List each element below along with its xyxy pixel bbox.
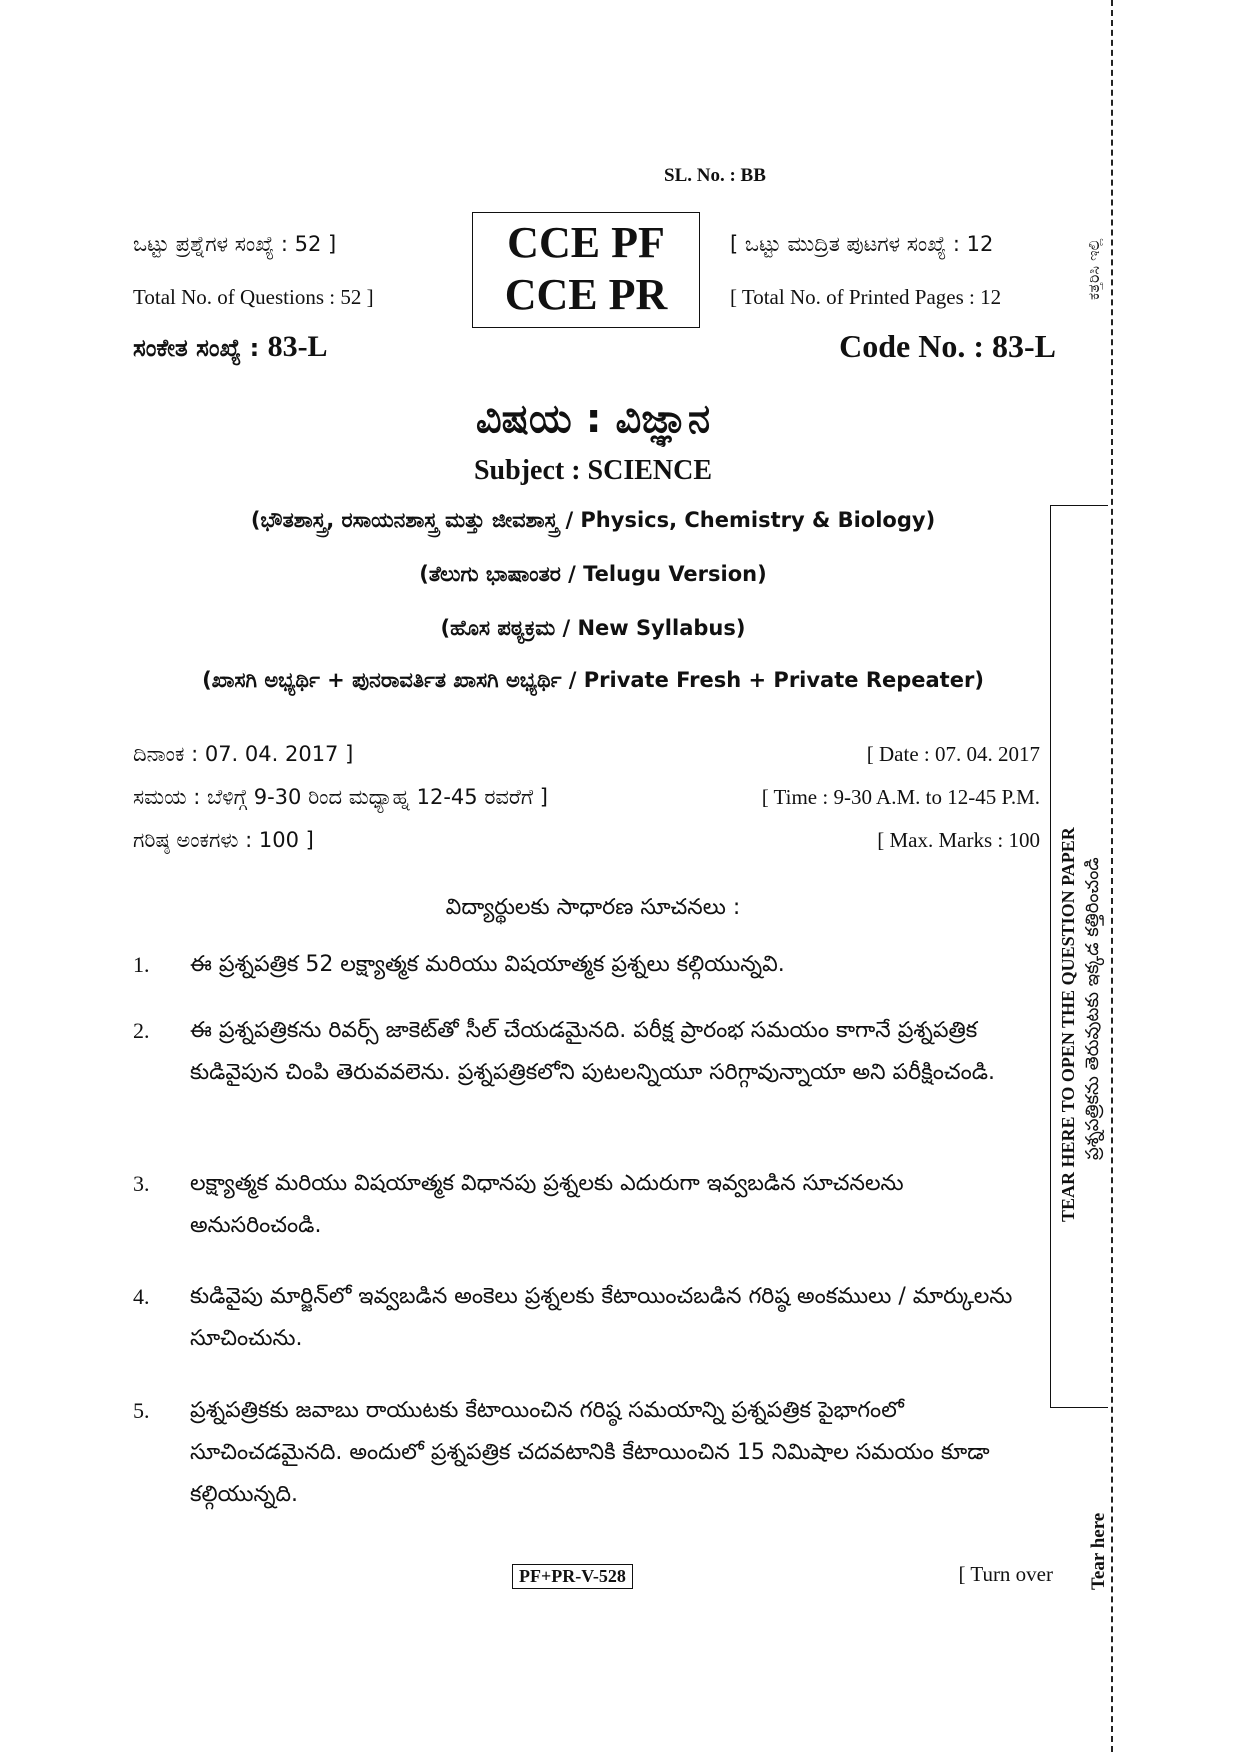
instruction-item xyxy=(133,1010,1038,1094)
instruction-number: 1. xyxy=(133,952,150,977)
max-marks-english: [ Max. Marks : 100 xyxy=(877,828,1040,852)
date-kannada: ದಿನಾಂಕ : 07. 04. 2017 ] xyxy=(133,742,354,766)
exam-type-line-1: CCE PF xyxy=(507,218,665,267)
tear-dashed-line xyxy=(1111,0,1113,1752)
tear-here-label: Tear here xyxy=(1088,1512,1109,1590)
code-number-kannada xyxy=(133,330,328,364)
instruction-item xyxy=(133,1163,1038,1247)
tear-here-instruction: TEAR HERE TO OPEN THE QUESTION PAPER xyxy=(1058,827,1078,1222)
code-number-kannada-value: 83-L xyxy=(267,330,328,363)
instruction-number: 5. xyxy=(133,1398,150,1423)
instruction-item xyxy=(133,1390,1038,1516)
time-kannada: ಸಮಯ : ಬೆಳಿಗ್ಗೆ 9-30 ರಿಂದ ಮಧ್ಯಾಹ್ನ 12-45 ರವರೆಗೆ ] xyxy=(133,785,548,809)
total-questions-kannada: ಒಟ್ಟು ಪ್ರಶ್ನೆಗಳ ಸಂಖ್ಯೆ : 52 ] xyxy=(133,232,337,256)
time-english: [ Time : 9-30 A.M. to 12-45 P.M. xyxy=(761,785,1040,809)
syllabus-line: (ಹೊಸ ಪಠ್ಯಕ್ರಮ / New Syllabus) xyxy=(440,616,746,640)
tear-here-instruction-telugu: ప్రశ్నపత్రికను తెరువుటకు ఇక్కడ కత్తిరించండి xyxy=(1082,857,1103,1160)
instructions-title: విద్యార్థులకు సాధారణ సూచనలు : xyxy=(445,895,741,920)
instruction-number: 3. xyxy=(133,1171,150,1196)
subject-branches: (ಭೌತಶಾಸ್ತ್ರ, ರಸಾಯನಶಾಸ್ತ್ರ ಮತ್ತು ಜೀವಶಾಸ್ತ್ರ / Physics, Chemistry & Biology) xyxy=(250,508,936,532)
instruction-text: కుడివైపు మార్జిన్‌లో ఇవ్వబడిన అంకెలు ప్రశ్నలకు కేటాయించబడిన గరిష్ఠ అంకములు / మార్కులను సూచించును. xyxy=(190,1284,1013,1351)
instruction-text: ఈ ప్రశ్నపత్రికను రివర్స్ జాకెట్‌తో సీల్ చేయడమైనది. పరీక్ష ప్రారంభ సమయం కాగానే ప్రశ్నపత్రిక కుడివైపున చింపి తెరువవలెను. ప్రశ్నపత్రికలోని పుటలన్నియూ సరిగ్గావున్నాయా అని పరీక్షించండి. xyxy=(190,1018,996,1085)
candidate-type-line: (ಖಾಸಗಿ ಅಭ್ಯರ್ಥಿ + ಪುನರಾವರ್ತಿತ ಖಾಸಗಿ ಅಭ್ಯರ್ಥಿ / Private Fresh + Private Repeater) xyxy=(202,668,984,692)
instruction-number: 4. xyxy=(133,1284,150,1309)
version-line: (ತೆಲುಗು ಭಾಷಾಂತರ / Telugu Version) xyxy=(419,562,767,586)
total-pages-english: [ Total No. of Printed Pages : 12 xyxy=(730,285,1002,309)
instruction-text: ఈ ప్రశ్నపత్రిక 52 లక్ష్యాత్మక మరియు విషయాత్మక ప్రశ్నలు కల్గియున్నవి. xyxy=(190,952,785,977)
paper-code-footer: PF+PR-V-528 xyxy=(512,1564,633,1589)
date-english: [ Date : 07. 04. 2017 xyxy=(866,742,1040,766)
total-pages-kannada: [ ಒಟ್ಟು ಮುದ್ರಿತ ಪುಟಗಳ ಸಂಖ್ಯೆ : 12 xyxy=(730,232,994,256)
serial-number: SL. No. : BB xyxy=(664,165,766,186)
subject-title-kannada: ವಿಷಯ : ವಿಜ್ಞಾನ xyxy=(475,396,711,442)
instruction-text: ప్రశ్నపత్రికకు జవాబు రాయుటకు కేటాయించిన గరిష్ఠ సమయాన్ని ప్రశ్నపత్రిక పైభాగంలో సూచించడమైనది. అందులో ప్రశ్నపత్రిక చదవటానికి కేటాయించిన 15 నిమిషాల సమయం కూడా కల్గియున్నది. xyxy=(190,1398,990,1507)
max-marks-kannada: ಗರಿಷ್ಠ ಅಂಕಗಳು : 100 ] xyxy=(133,828,314,852)
code-number-english: Code No. : 83-L xyxy=(839,328,1056,364)
instruction-item xyxy=(133,944,1038,986)
code-number-kannada-label: ಸಂಕೇತ ಸಂಖ್ಯೆ : xyxy=(133,334,268,362)
exam-type-line-2: CCE PR xyxy=(504,270,668,319)
exam-type-box xyxy=(472,212,700,328)
instruction-text: లక్ష్యాత్మక మరియు విషయాత్మక విధానపు ప్రశ్నలకు ఎదురుగా ఇవ్వబడిన సూచనలను అనుసరించండి. xyxy=(190,1171,904,1238)
instruction-number: 2. xyxy=(133,1018,150,1043)
instruction-item xyxy=(133,1276,1038,1360)
cut-here-label: ಕತ್ತರಿಸಿ ಇಲ್ಲಿ xyxy=(1084,238,1103,300)
total-questions-english: Total No. of Questions : 52 ] xyxy=(133,285,374,309)
subject-title-english: Subject : SCIENCE xyxy=(473,455,713,486)
turn-over-note: [ Turn over xyxy=(958,1562,1053,1586)
